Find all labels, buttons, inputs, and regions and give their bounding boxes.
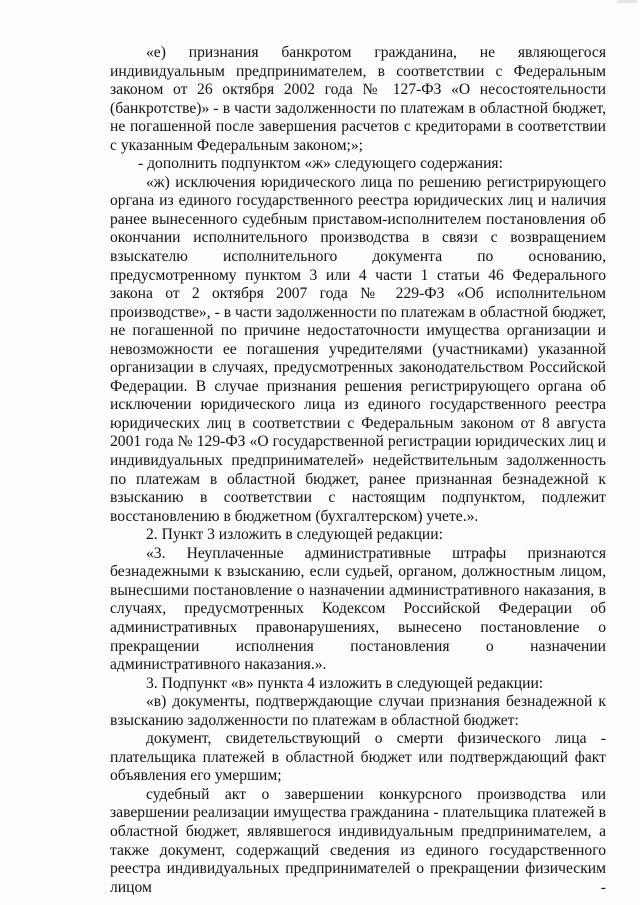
paragraph-subclause-v: «в) документы, подтверждающие случаи признания безнадежной к взысканию задолженности по платежам в областной бюджет:	[110, 693, 606, 729]
paragraph-item-3-heading: 3. Подпункт «в» пункта 4 изложить в следующей редакции:	[146, 674, 544, 692]
scan-edge-mark	[617, 0, 637, 3]
paragraph-item-2-heading: 2. Пункт 3 изложить в следующей редакции:	[146, 526, 443, 544]
paragraph-add-subclause-zh: - дополнить подпунктом «ж» следующего содержания:	[138, 155, 503, 173]
paragraph-item-3-text: «3. Неуплаченные административные штрафы признаются безнадежными к взысканию, если судьей, органом, должностным лицом, вынесшими постановление о назначении административного наказания, в случаях, предусмотренных Кодексом Российской Федерации об административных правонарушениях, вынесено постановление о прекращении исполнения постановления о назначении административного наказания.».	[110, 544, 606, 674]
paragraph-court-act: судебный акт о завершении конкурсного производства или завершении реализации имущества гражданина - плательщика платежей в областной бюджет, являвшегося индивидуальным предпринимателем, а также документ, содержащий сведения из единого государственного реестра индивидуальных предпринимателей о прекращении физическим лицом -	[110, 785, 606, 896]
paragraph-death-document: документ, свидетельствующий о смерти физического лица - плательщика платежей в областной бюджет или подтверждающий факт объявления его умершим;	[110, 730, 606, 785]
paragraph-subclause-e: «е) признания банкротом гражданина, не являющегося индивидуальным предпринимателем, в соответствии с Федеральным законом от 26 октября 2002 года № 127-ФЗ «О несостоятельности (банкротстве)» - в части задолженности по платежам в областной бюджет, не погашенной после завершения расчетов с кредиторами в соответствии с указанным Федеральным законом;»;	[110, 44, 606, 154]
document-body	[110, 44, 606, 897]
paragraph-subclause-zh: «ж) исключения юридического лица по решению регистрирующего органа из единого государственного реестра юридических лиц и наличия ранее вынесенного судебным приставом-исполнителем постановления об окончании исполнительного производства в связи с возвращением взыскателю исполнительного документа по основанию, предусмотренному пунктом 3 или 4 части 1 статьи 46 Федерального закона от 2 октября 2007 года № 229-ФЗ «Об исполнительном производстве», - в части задолженности по платежам в областной бюджет, не погашенной по причине недостаточности имущества организации и невозможности ее погашения учредителями (участниками) указанной организации в случаях, предусмотренных законодательством Российской Федерации. В случае признания решения регистрирующего органа об исключении юридического лица из единого государственного реестра юридических лиц в соответствии с Федеральным законом от 8 августа 2001 года № 129-ФЗ «О государственной регистрации юридических лиц и индивидуальных предпринимателей» недействительным задолженность по платежам в областной бюджет, ранее признанная безнадежной к взысканию в соответствии с настоящим подпунктом, подлежит восстановлению в бюджетном (бухгалтерском) учете.».	[110, 173, 606, 525]
